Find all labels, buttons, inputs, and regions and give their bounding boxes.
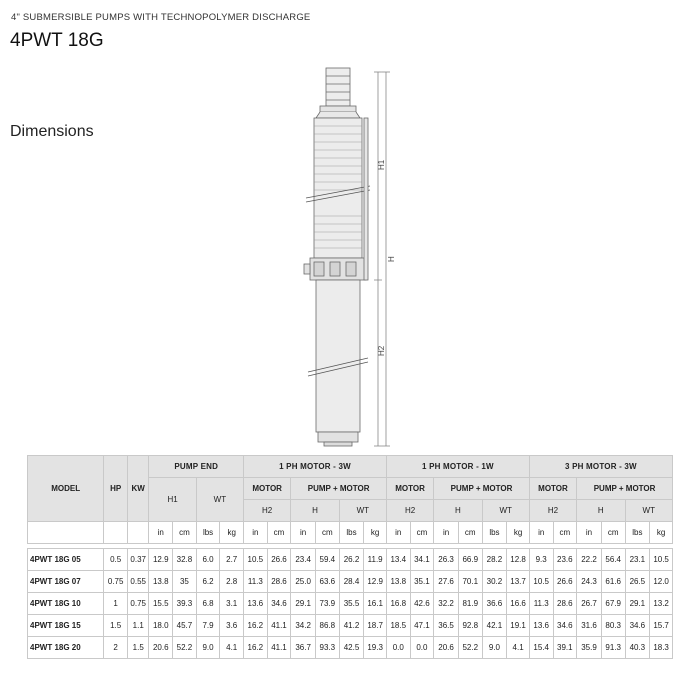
table-cell: 0.0: [410, 637, 434, 659]
header-1ph-3w: 1 PH MOTOR - 3W: [244, 456, 387, 478]
table-cell: 1: [104, 593, 128, 615]
header-wt: WT: [482, 500, 529, 522]
table-cell: 16.2: [244, 637, 268, 659]
table-cell: 36.7: [291, 637, 316, 659]
unit-kg: kg: [364, 522, 387, 544]
unit-cm: cm: [173, 522, 197, 544]
table-cell: 13.4: [386, 549, 410, 571]
header-h: H: [291, 500, 339, 522]
table-cell: 28.4: [339, 571, 364, 593]
table-cell: 92.8: [458, 615, 482, 637]
header-3ph-3w: 3 PH MOTOR - 3W: [529, 456, 672, 478]
table-cell: 11.3: [244, 571, 268, 593]
table-cell: 86.8: [316, 615, 340, 637]
table-cell: 23.4: [291, 549, 316, 571]
model-cell: 4PWT 18G 20: [28, 637, 104, 659]
table-cell: 2.8: [220, 571, 244, 593]
unit-cm: cm: [316, 522, 340, 544]
table-cell: 80.3: [601, 615, 625, 637]
table-cell: 81.9: [458, 593, 482, 615]
table-cell: 0.5: [104, 549, 128, 571]
table-cell: 15.4: [529, 637, 553, 659]
unit-lbs: lbs: [625, 522, 650, 544]
unit-in: in: [291, 522, 316, 544]
header-wt: WT: [625, 500, 673, 522]
table-cell: 13.8: [386, 571, 410, 593]
table-cell: 34.6: [553, 615, 577, 637]
table-cell: 20.6: [434, 637, 459, 659]
unit-cm: cm: [458, 522, 482, 544]
table-cell: 18.0: [149, 615, 173, 637]
model-cell: 4PWT 18G 10: [28, 593, 104, 615]
table-cell: 23.6: [553, 549, 577, 571]
header-h2: H2: [386, 500, 433, 522]
unit-cm: cm: [553, 522, 577, 544]
model-cell: 4PWT 18G 05: [28, 549, 104, 571]
table-cell: 66.9: [458, 549, 482, 571]
header-hp: HP: [104, 456, 128, 522]
table-cell: 4.1: [507, 637, 530, 659]
table-cell: 22.2: [577, 549, 602, 571]
table-cell: 12.0: [650, 571, 673, 593]
table-cell: 26.6: [267, 549, 291, 571]
table-cell: 73.9: [316, 593, 340, 615]
table-cell: 59.4: [316, 549, 340, 571]
table-cell: 32.8: [173, 549, 197, 571]
table-cell: 9.0: [482, 637, 507, 659]
table-cell: 10.5: [529, 571, 553, 593]
unit-in: in: [529, 522, 553, 544]
table-cell: 0.37: [127, 549, 149, 571]
table-cell: 47.1: [410, 615, 434, 637]
table-cell: 32.2: [434, 593, 459, 615]
unit-in: in: [386, 522, 410, 544]
table-cell: 28.6: [553, 593, 577, 615]
table-cell: 26.3: [434, 549, 459, 571]
table-cell: 26.6: [553, 571, 577, 593]
table-cell: 39.1: [553, 637, 577, 659]
table-cell: 27.6: [434, 571, 459, 593]
table-cell: 30.2: [482, 571, 507, 593]
table-cell: 29.1: [291, 593, 316, 615]
table-cell: 42.5: [339, 637, 364, 659]
table-cell: 29.1: [625, 593, 650, 615]
table-cell: 34.2: [291, 615, 316, 637]
table-cell: 42.1: [482, 615, 507, 637]
table-cell: 0.75: [127, 593, 149, 615]
table-cell: 1.5: [104, 615, 128, 637]
model-title: 4PWT 18G: [10, 30, 104, 51]
table-cell: 6.2: [196, 571, 220, 593]
table-cell: 4.1: [220, 637, 244, 659]
table-cell: 26.2: [339, 549, 364, 571]
table-cell: 12.9: [149, 549, 173, 571]
dimension-label-h1: H1: [377, 159, 386, 170]
table-cell: 67.9: [601, 593, 625, 615]
table-cell: 11.9: [364, 549, 387, 571]
table-cell: 63.6: [316, 571, 340, 593]
header-motor: MOTOR: [244, 478, 291, 500]
header-pump-motor: PUMP + MOTOR: [434, 478, 530, 500]
table-body: [28, 544, 673, 659]
table-cell: 19.1: [507, 615, 530, 637]
table-cell: 16.1: [364, 593, 387, 615]
table-cell: 56.4: [601, 549, 625, 571]
table-cell: 31.6: [577, 615, 602, 637]
unit-in: in: [244, 522, 268, 544]
unit-in: in: [149, 522, 173, 544]
unit-lbs: lbs: [482, 522, 507, 544]
table-cell: 34.1: [410, 549, 434, 571]
table-cell: 1.1: [127, 615, 149, 637]
table-cell: 40.3: [625, 637, 650, 659]
table-cell: 26.5: [625, 571, 650, 593]
table-cell: 39.3: [173, 593, 197, 615]
unit-kg: kg: [220, 522, 244, 544]
header-h: H: [577, 500, 625, 522]
table-cell: 45.7: [173, 615, 197, 637]
table-cell: 41.2: [339, 615, 364, 637]
table-cell: 9.0: [196, 637, 220, 659]
header-model: MODEL: [28, 456, 104, 522]
table-cell: 13.6: [529, 615, 553, 637]
table-cell: 15.5: [149, 593, 173, 615]
unit-lbs: lbs: [339, 522, 364, 544]
model-cell: 4PWT 18G 15: [28, 615, 104, 637]
table-cell: 10.5: [650, 549, 673, 571]
table-cell: 19.3: [364, 637, 387, 659]
table-cell: 35.9: [577, 637, 602, 659]
table-cell: 13.6: [244, 593, 268, 615]
table-cell: 41.1: [267, 615, 291, 637]
table-cell: 2.7: [220, 549, 244, 571]
table-cell: 24.3: [577, 571, 602, 593]
table-cell: 7.9: [196, 615, 220, 637]
header-motor: MOTOR: [386, 478, 433, 500]
header-wt: WT: [339, 500, 386, 522]
table-row: [28, 571, 673, 593]
table-cell: 34.6: [267, 593, 291, 615]
table-cell: 12.8: [507, 549, 530, 571]
table-cell: 0.75: [104, 571, 128, 593]
table-cell: 36.5: [434, 615, 459, 637]
dimension-label-h: H: [387, 256, 396, 262]
dimension-label-h2: H2: [377, 345, 386, 356]
unit-cm: cm: [267, 522, 291, 544]
unit-cm: cm: [601, 522, 625, 544]
table-cell: 0.0: [386, 637, 410, 659]
section-title-dimensions: Dimensions: [10, 123, 94, 140]
unit-cm: cm: [410, 522, 434, 544]
table-cell: 34.6: [625, 615, 650, 637]
header-1ph-1w: 1 PH MOTOR - 1W: [386, 456, 529, 478]
unit-kg: kg: [507, 522, 530, 544]
table-cell: 16.8: [386, 593, 410, 615]
table-cell: 91.3: [601, 637, 625, 659]
table-row: [28, 593, 673, 615]
table-cell: 6.0: [196, 549, 220, 571]
table-row: [28, 615, 673, 637]
header-h2: H2: [244, 500, 291, 522]
table-cell: 13.7: [507, 571, 530, 593]
table-cell: 23.1: [625, 549, 650, 571]
header-motor: MOTOR: [529, 478, 576, 500]
table-cell: 93.3: [316, 637, 340, 659]
header-h1: H1: [149, 478, 196, 522]
table-cell: 25.0: [291, 571, 316, 593]
table-cell: 36.6: [482, 593, 507, 615]
table-cell: 35.1: [410, 571, 434, 593]
table-cell: 41.1: [267, 637, 291, 659]
table-cell: 35: [173, 571, 197, 593]
table-cell: 6.8: [196, 593, 220, 615]
table-cell: 3.1: [220, 593, 244, 615]
table-cell: 42.6: [410, 593, 434, 615]
table-cell: 61.6: [601, 571, 625, 593]
table-cell: 28.2: [482, 549, 507, 571]
table-cell: 1.5: [127, 637, 149, 659]
table-cell: 52.2: [458, 637, 482, 659]
table-cell: 70.1: [458, 571, 482, 593]
pump-drawing: [290, 66, 410, 450]
unit-in: in: [434, 522, 459, 544]
table-cell: 20.6: [149, 637, 173, 659]
table-cell: 16.2: [244, 615, 268, 637]
header-pump-end: PUMP END: [149, 456, 244, 478]
document-subtitle: 4" SUBMERSIBLE PUMPS WITH TECHNOPOLYMER DISCHARGE: [11, 12, 311, 23]
table-cell: 52.2: [173, 637, 197, 659]
table-cell: 0.55: [127, 571, 149, 593]
table-cell: 12.9: [364, 571, 387, 593]
unit-kg: kg: [650, 522, 673, 544]
model-cell: 4PWT 18G 07: [28, 571, 104, 593]
header-pump-motor: PUMP + MOTOR: [291, 478, 387, 500]
table-row: [28, 637, 673, 659]
header-wt: WT: [196, 478, 243, 522]
table-cell: 16.6: [507, 593, 530, 615]
table-cell: 18.3: [650, 637, 673, 659]
unit-lbs: lbs: [196, 522, 220, 544]
unit-in: in: [577, 522, 602, 544]
table-cell: 28.6: [267, 571, 291, 593]
table-cell: 11.3: [529, 593, 553, 615]
header-h: H: [434, 500, 482, 522]
header-kw: KW: [127, 456, 149, 522]
dimensions-table: [27, 455, 673, 659]
table-row: [28, 549, 673, 571]
table-cell: 18.5: [386, 615, 410, 637]
table-cell: 2: [104, 637, 128, 659]
table-cell: 13.2: [650, 593, 673, 615]
table-cell: 13.8: [149, 571, 173, 593]
table-cell: 15.7: [650, 615, 673, 637]
table-cell: 26.7: [577, 593, 602, 615]
table-cell: 18.7: [364, 615, 387, 637]
unit-row: [28, 522, 673, 544]
header-pump-motor: PUMP + MOTOR: [577, 478, 673, 500]
table-cell: 3.6: [220, 615, 244, 637]
table-cell: 10.5: [244, 549, 268, 571]
header-h2: H2: [529, 500, 576, 522]
table-cell: 9.3: [529, 549, 553, 571]
table-cell: 35.5: [339, 593, 364, 615]
